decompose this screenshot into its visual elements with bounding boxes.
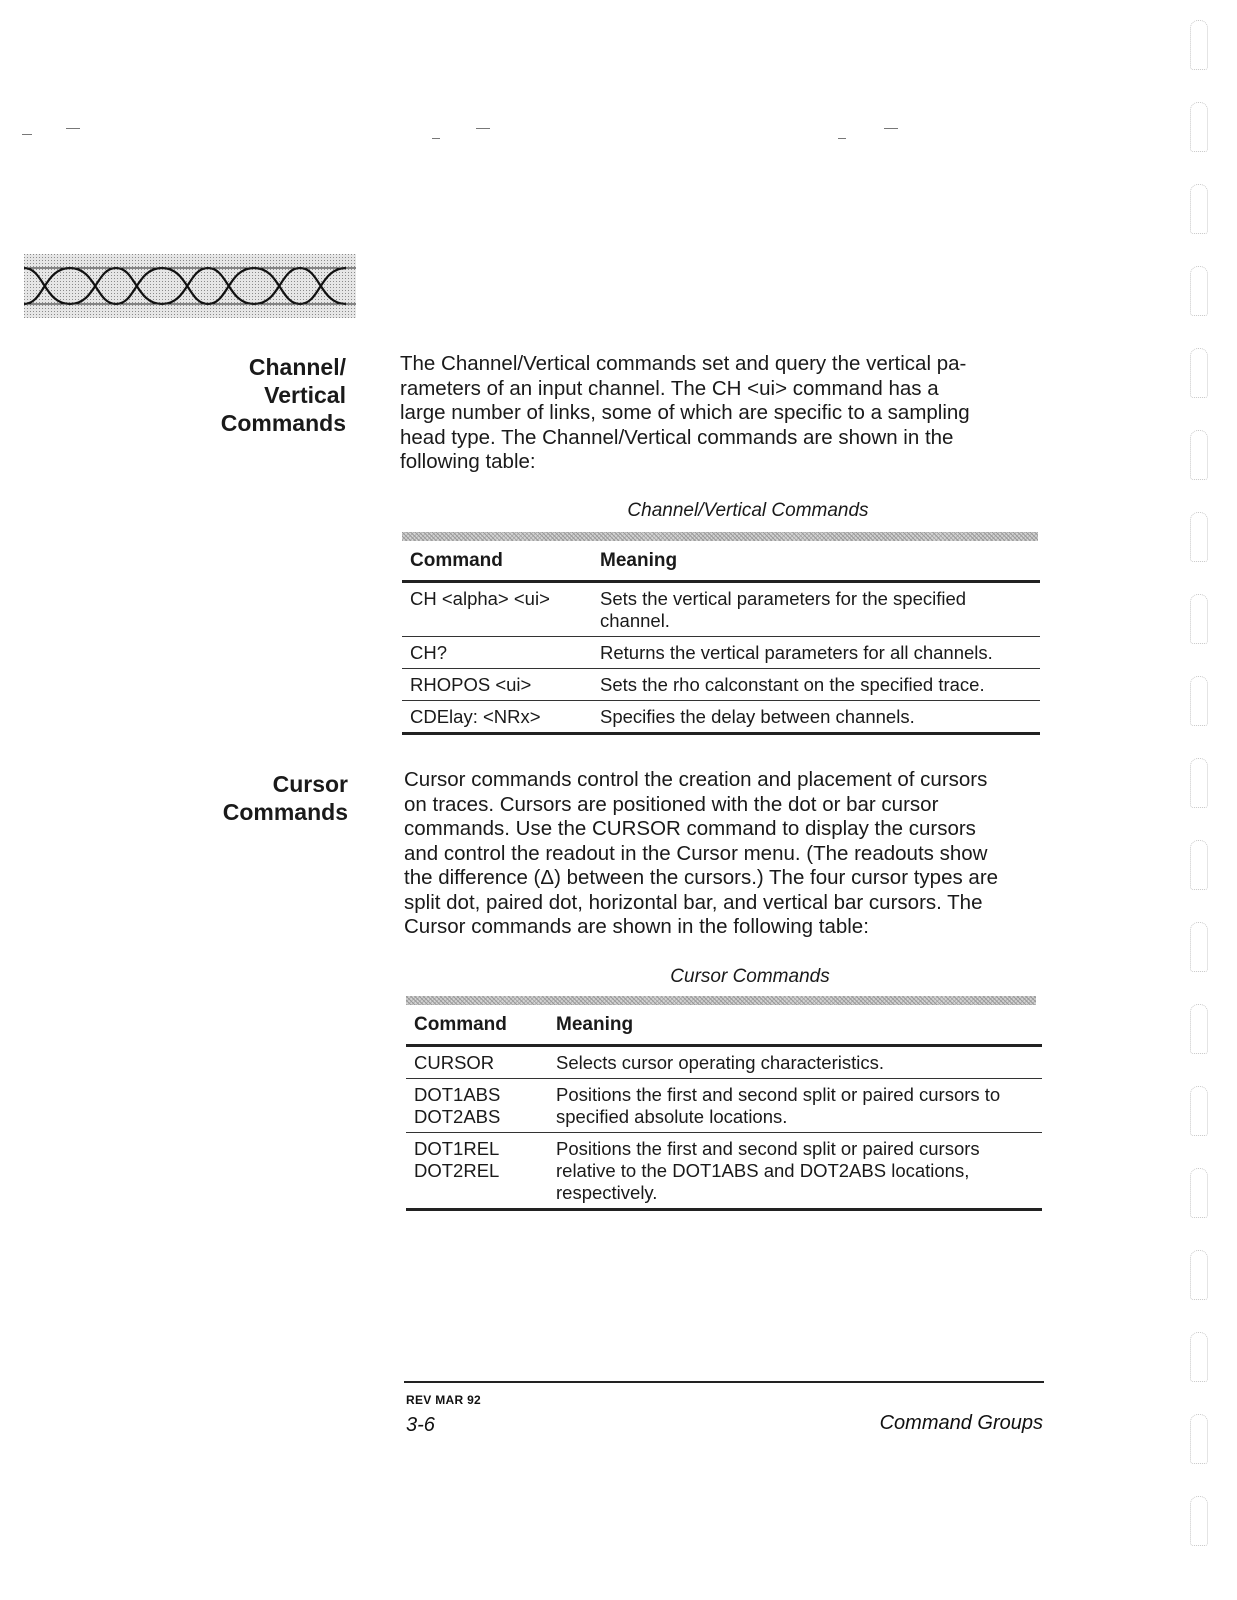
binder-hole <box>1190 676 1208 726</box>
channel-vertical-heading <box>150 353 346 437</box>
binder-hole <box>1190 840 1208 890</box>
table-header-row <box>406 1006 1042 1046</box>
command-cell: CH? <box>402 637 592 669</box>
table-row <box>406 1133 1042 1210</box>
binder-hole <box>1190 922 1208 972</box>
binder-hole <box>1190 1496 1208 1546</box>
column-header: Command <box>402 542 592 582</box>
page-number: 3-6 <box>406 1414 435 1436</box>
scan-artifact <box>838 138 846 139</box>
command-cell: DOT1REL DOT2REL <box>406 1133 548 1210</box>
cursor-heading <box>150 770 348 826</box>
meaning-cell: Sets the rho calconstant on the specified trace. <box>592 669 1040 701</box>
channel-table-caption: Channel/Vertical Commands <box>627 500 869 521</box>
heading-line: Channel/ <box>248 354 346 380</box>
table-top-stripe <box>406 996 1036 1005</box>
column-header: Command <box>406 1006 548 1046</box>
heading-line: Commands <box>222 799 348 825</box>
cursor-table <box>406 1006 1042 1211</box>
heading-line: Cursor <box>272 771 348 797</box>
table-row <box>402 669 1040 701</box>
table-header-row <box>402 542 1040 582</box>
meaning-cell: Sets the vertical parameters for the specified channel. <box>592 582 1040 637</box>
meaning-cell: Specifies the delay between channels. <box>592 701 1040 734</box>
table-top-stripe <box>402 532 1038 541</box>
channel-vertical-table <box>402 542 1040 735</box>
binder-hole <box>1190 20 1208 70</box>
table-row <box>406 1046 1042 1079</box>
section-title: Command Groups <box>879 1412 1043 1434</box>
binder-hole <box>1190 758 1208 808</box>
command-cell: CURSOR <box>406 1046 548 1079</box>
scan-artifact <box>66 128 80 129</box>
table-row <box>402 637 1040 669</box>
meaning-cell: Returns the vertical parameters for all channels. <box>592 637 1040 669</box>
cursor-paragraph: Cursor commands control the creation and placement of cursors on traces. Cursors are positioned with the dot or bar cursor commands. Use the CURSOR command to display the cursors and control the readout in the Cursor menu. (The readouts show the difference (Δ) between the cursors.) The four cursor types are split dot, paired dot, horizontal bar, and vertical bar cursors. The Cursor commands are shown in the following table: <box>404 768 999 938</box>
binder-hole <box>1190 594 1208 644</box>
column-header: Meaning <box>592 542 1040 582</box>
binder-hole <box>1190 1414 1208 1464</box>
column-header: Meaning <box>548 1006 1042 1046</box>
scan-artifact <box>22 134 32 135</box>
binder-hole <box>1190 1332 1208 1382</box>
binder-hole <box>1190 1168 1208 1218</box>
table-row <box>402 582 1040 637</box>
meaning-cell: Selects cursor operating characteristics. <box>548 1046 1042 1079</box>
command-cell: CDElay: <NRx> <box>402 701 592 734</box>
heading-line: Commands <box>220 410 346 436</box>
meaning-cell: Positions the first and second split or paired cursors to specified absolute locations. <box>548 1079 1042 1133</box>
binder-hole <box>1190 266 1208 316</box>
channel-vertical-paragraph: The Channel/Vertical commands set and query the vertical pa- rameters of an input channel. The CH <ui> command has a large number of links, some of which are specific to a sampling head type. The Channel/Vertical commands are shown in the following table: <box>400 352 970 473</box>
binder-hole <box>1190 512 1208 562</box>
binder-hole <box>1190 102 1208 152</box>
binder-hole <box>1190 430 1208 480</box>
section-emblem <box>24 254 356 318</box>
command-cell: DOT1ABS DOT2ABS <box>406 1079 548 1133</box>
command-cell: RHOPOS <ui> <box>402 669 592 701</box>
binder-hole <box>1190 1004 1208 1054</box>
binder-hole <box>1190 1086 1208 1136</box>
cursor-table-caption: Cursor Commands <box>670 966 830 987</box>
scan-artifact <box>476 128 490 129</box>
binder-holes <box>1190 20 1216 1580</box>
binder-hole <box>1190 1250 1208 1300</box>
command-cell: CH <alpha> <ui> <box>402 582 592 637</box>
table-row <box>406 1079 1042 1133</box>
scan-artifact <box>432 138 440 139</box>
table-row <box>402 701 1040 734</box>
scan-artifact <box>884 128 898 129</box>
binder-hole <box>1190 348 1208 398</box>
heading-line: Vertical <box>264 382 346 408</box>
binder-hole <box>1190 184 1208 234</box>
footer-rule <box>404 1381 1044 1383</box>
meaning-cell: Positions the first and second split or paired cursors relative to the DOT1ABS and DOT2ABS locations, respectively. <box>548 1133 1042 1210</box>
revision-label: REV MAR 92 <box>406 1393 482 1407</box>
